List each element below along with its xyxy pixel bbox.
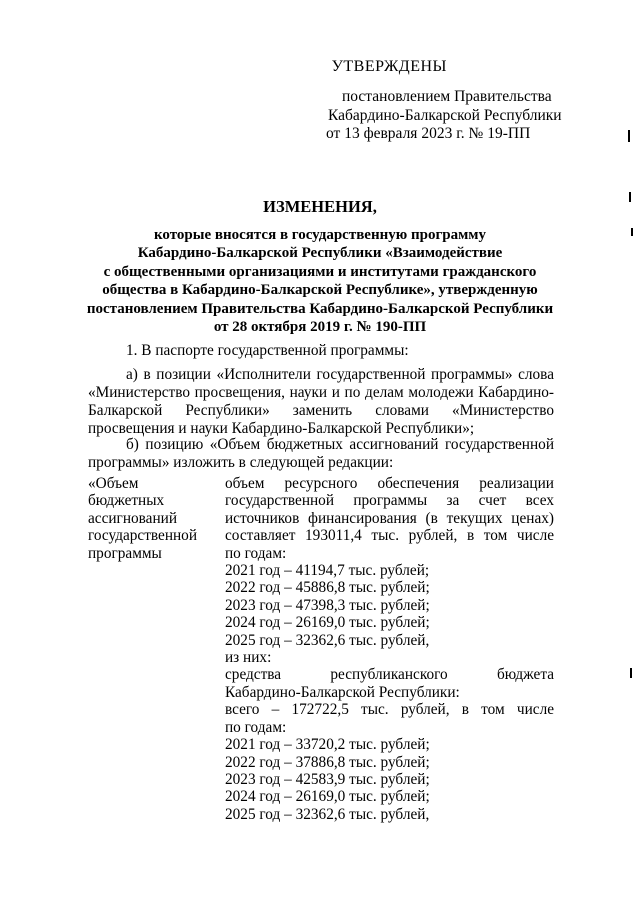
table-left-line: ассигнований (88, 509, 178, 527)
table-right-line: источников финансирования (в текущих ценах) (225, 509, 554, 527)
table-right-line: Кабардино-Балкарской Республики: (225, 683, 460, 701)
table-right-line: по годам: (225, 718, 287, 736)
subtitle-line: от 28 октября 2019 г. № 190-ПП (213, 319, 427, 336)
table-right-line: 2025 год – 32362,6 тыс. рублей, (225, 631, 430, 649)
table-right-line: государственной программы за счет всех (225, 492, 554, 510)
table-right-line: 2021 год – 33720,2 тыс. рублей; (225, 736, 430, 754)
approval-heading: УТВЕРЖДЕНЫ (331, 58, 447, 75)
document-title: ИЗМЕНЕНИЯ, (263, 197, 377, 216)
table-right-line: 2021 год – 41194,7 тыс. рублей; (225, 562, 430, 580)
subtitle-line: общества в Кабардино-Балкарской Республике», утвержденную (102, 282, 538, 299)
approval-block (300, 56, 580, 144)
document-subtitle (60, 226, 580, 336)
paragraph-3: б) позицию «Объем бюджетных ассигнований государственной программы» изложить в следующей редакции: (88, 436, 554, 471)
table-left-column (88, 475, 210, 562)
edge-mark (628, 130, 630, 142)
table-right-line: 2025 год – 32362,6 тыс. рублей, (225, 805, 430, 823)
table-right-line: 2023 год – 47398,3 тыс. рублей; (225, 596, 430, 614)
approval-line: Кабардино-Балкарской Республики (328, 106, 562, 124)
subtitle-line: Кабардино-Балкарской Республики «Взаимодействие (137, 245, 503, 262)
edge-mark (631, 228, 633, 236)
paragraph-1: 1. В паспорте государственной программы: (126, 342, 409, 359)
subtitle-line: с общественными организациями и институтами гражданского (103, 263, 537, 280)
table-left-line: бюджетных (88, 492, 165, 510)
table-right-line: средства республиканского бюджета (225, 666, 554, 684)
approval-line: постановлением Правительства (342, 88, 552, 105)
table-left-line: «Объем (88, 475, 139, 492)
table-left-line: программы (88, 544, 162, 562)
table-right-line: 2024 год – 26169,0 тыс. рублей; (225, 614, 430, 632)
subtitle-line: которые вносятся в государственную программу (153, 227, 487, 243)
table-right-line: составляет 193011,4 тыс. рублей, в том числе (225, 527, 554, 545)
table-right-line: по годам: (225, 544, 287, 562)
paragraph-2: а) в позиции «Исполнители государственной программы» слова «Министерство просвещения, науки и по делам молодежи Кабардино-Балкарской Республики» заменить словами «Министерство просвещения и науки Кабардино-Балкарской Республики»; (88, 366, 554, 437)
table-right-column (225, 475, 554, 823)
table-right-line: 2024 год – 26169,0 тыс. рублей; (225, 788, 430, 806)
table-right-line: из них: (225, 649, 272, 667)
subtitle-line: постановлением Правительства Кабардино-Балкарской Республики (86, 300, 554, 317)
edge-mark (629, 192, 631, 202)
edge-mark (630, 668, 632, 678)
table-right-line: всего – 172722,5 тыс. рублей, в том числе (225, 701, 554, 719)
table-right-line: объем ресурсного обеспечения реализации (225, 475, 554, 492)
table-right-line: 2022 год – 37886,8 тыс. рублей; (225, 753, 430, 771)
approval-line: от 13 февраля 2023 г. № 19-ПП (326, 125, 531, 142)
table-left-line: государственной (88, 527, 198, 545)
table-right-line: 2023 год – 42583,9 тыс. рублей; (225, 770, 430, 788)
table-right-line: 2022 год – 45886,8 тыс. рублей; (225, 579, 430, 597)
